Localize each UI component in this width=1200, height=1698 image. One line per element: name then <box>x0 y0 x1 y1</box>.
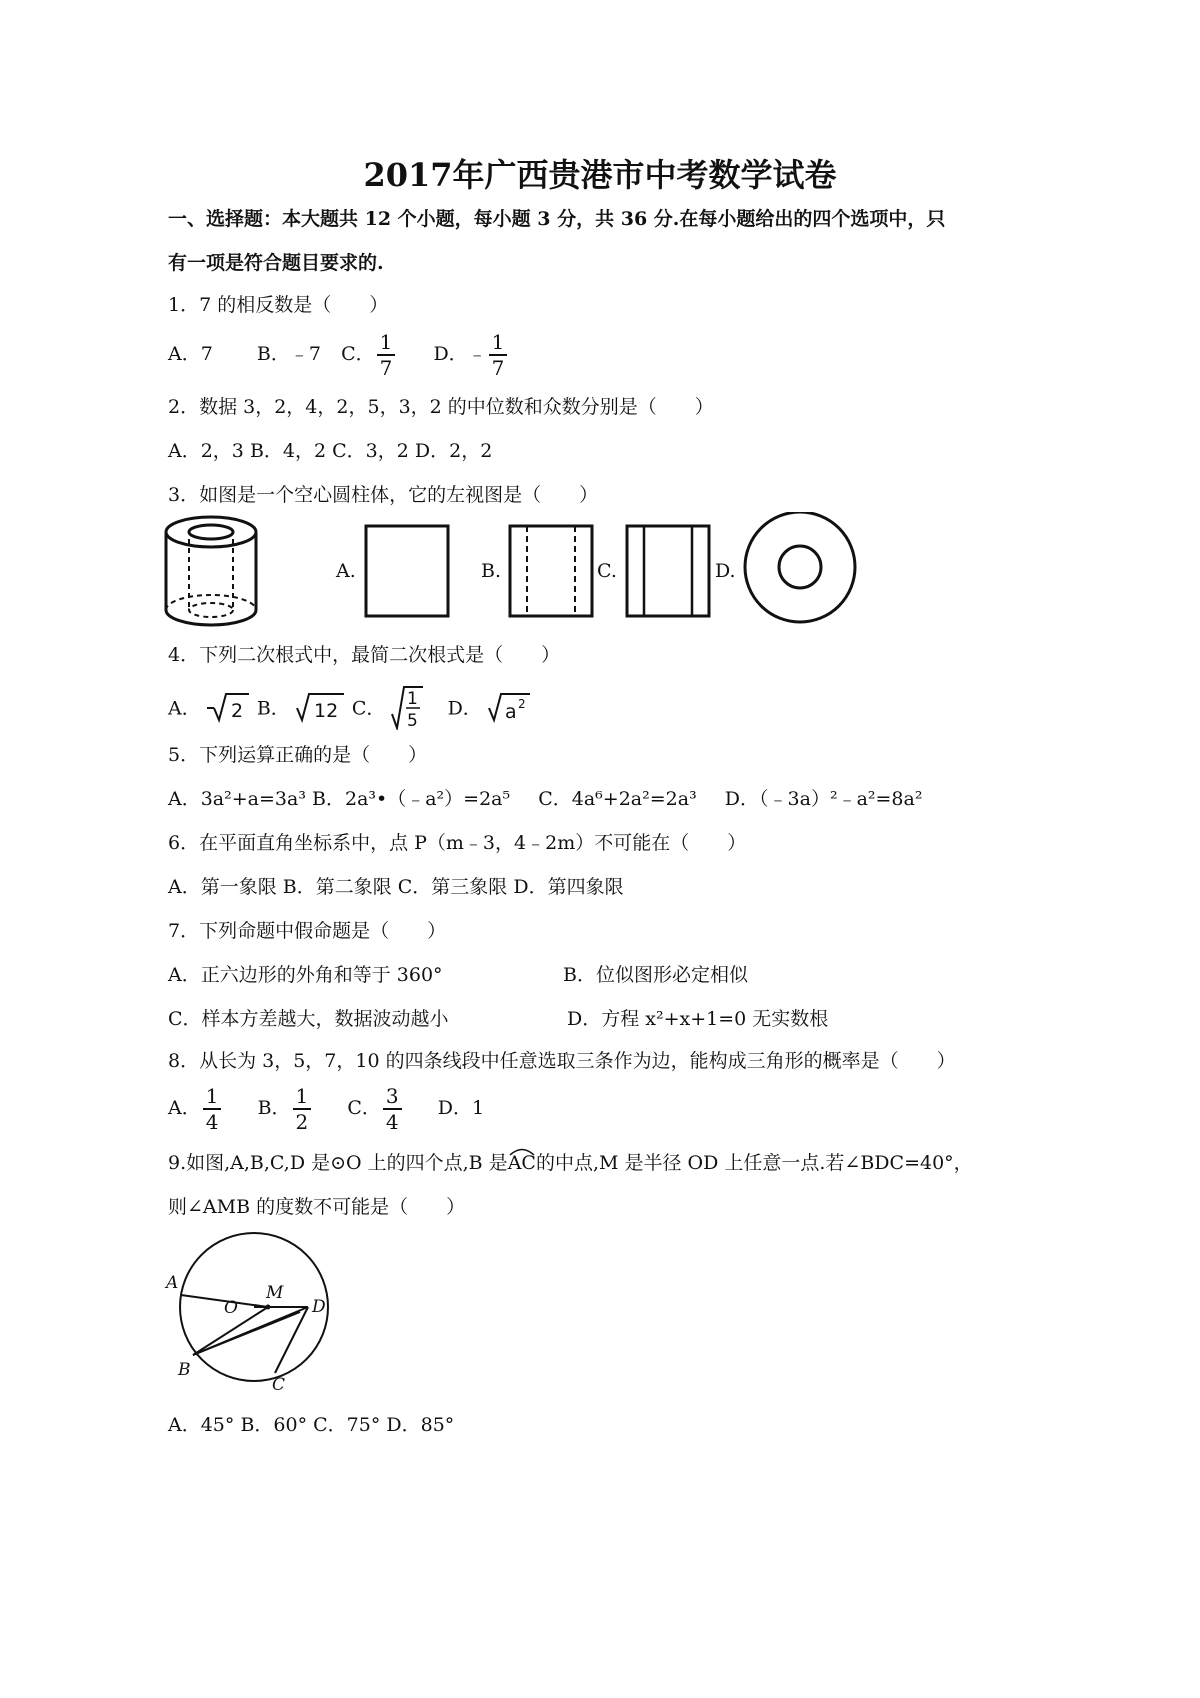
q4-option-d-radical <box>488 690 532 724</box>
q1-option-d-prefix: D．﹣ <box>433 343 487 365</box>
q8-options <box>168 1084 484 1134</box>
hollow-cylinder-figure <box>166 517 256 625</box>
q5-option-a: A．3a²+a=3a³ <box>168 788 306 810</box>
q8-stem: 8．从长为 3，5，7，10 的四条线段中任意选取三条作为边，能构成三角形的概率是（ ） <box>168 1050 956 1072</box>
q3-label-c: C. <box>597 560 617 582</box>
q5-stem: 5．下列运算正确的是（ ） <box>168 744 428 766</box>
q1-option-c-prefix: C． <box>341 343 375 365</box>
q7-stem: 7．下列命题中假命题是（ ） <box>168 920 447 942</box>
section-heading-line2: 有一项是符合题目要求的. <box>168 252 384 274</box>
q8-option-c-fraction: $\frac{3}{4}$ <box>383 1084 402 1134</box>
q1-option-c-fraction: $\frac{1}{7}$ <box>377 330 396 380</box>
q9-arc-label: AC <box>508 1152 536 1174</box>
q2-stem: 2．数据 3，2，4，2，5，3，2 的中位数和众数分别是（ ） <box>168 396 714 418</box>
q3-label-b: B. <box>481 560 502 582</box>
q7-option-b: B．位似图形必定相似 <box>563 964 748 986</box>
point-m-dot <box>266 1305 271 1310</box>
option-c-solid-rect <box>627 526 709 616</box>
q9-circle-figure <box>160 1230 360 1390</box>
q3-figures <box>160 512 870 630</box>
svg-text:2: 2 <box>517 697 526 711</box>
q9-options: A．45° B．60° C．75° D．85° <box>168 1414 455 1436</box>
q3-label-a: A. <box>336 560 356 582</box>
q4-options <box>168 684 532 730</box>
q9-stem-line2: 则∠AMB 的度数不可能是（ ） <box>168 1196 466 1218</box>
q5-option-d: D．（﹣3a）²﹣a²=8a² <box>724 788 923 810</box>
q8-option-b-label: B． <box>257 1097 291 1119</box>
q4-option-b-label: B． <box>256 697 290 720</box>
svg-text:12: 12 <box>313 700 339 722</box>
q8-option-d: D．1 <box>437 1097 485 1119</box>
point-o-label: O <box>224 1298 238 1318</box>
option-d-ring <box>745 512 855 622</box>
q6-options: A．第一象限 B．第二象限 C．第三象限 D．第四象限 <box>168 876 624 898</box>
q7-option-a: A．正六边形的外角和等于 360° <box>168 964 443 986</box>
q9-stem-line1 <box>168 1148 973 1175</box>
svg-text:1: 1 <box>407 689 419 709</box>
q4-option-b-radical <box>296 690 346 724</box>
option-b-dashed-rect <box>510 526 592 616</box>
q2-options: A．2，3 B．4，2 C．3，2 D．2，2 <box>168 440 493 462</box>
q4-option-c-label: C． <box>351 697 386 720</box>
q4-stem: 4．下列二次根式中，最简二次根式是（ ） <box>168 644 561 666</box>
q1-stem: 1．7 的相反数是（ ） <box>168 294 389 316</box>
point-m-label: M <box>266 1283 284 1303</box>
point-a-label: A <box>166 1273 179 1293</box>
q3-label-d: D. <box>715 560 736 582</box>
q5-option-b: B．2a³•（﹣a²）=2a⁵ <box>312 788 511 810</box>
q8-option-b-fraction: $\frac{1}{2}$ <box>293 1084 312 1134</box>
q5-option-c: C．4a⁶+2a²=2a³ <box>538 788 697 810</box>
q9-stem-part1: 9.如图,A,B,C,D 是⊙O 上的四个点,B 是 <box>168 1152 508 1174</box>
svg-text:2: 2 <box>230 700 243 722</box>
svg-text:a: a <box>504 701 517 723</box>
segment-b-near-d <box>193 1312 300 1355</box>
q8-option-a-fraction: $\frac{1}{4}$ <box>203 1084 222 1134</box>
q4-option-a-label: A． <box>168 697 201 720</box>
q1-option-b: B．﹣7 <box>256 343 321 365</box>
q8-option-c-label: C． <box>347 1097 381 1119</box>
point-c-label: C <box>272 1375 286 1390</box>
q1-option-d-fraction: $\frac{1}{7}$ <box>489 330 508 380</box>
point-d-label: D <box>312 1297 326 1317</box>
q9-stem-part2: 的中点,M 是半径 OD 上任意一点.若∠BDC=40°， <box>535 1152 973 1174</box>
q6-stem: 6．在平面直角坐标系中，点 P（m﹣3，4﹣2m）不可能在（ ） <box>168 832 747 854</box>
point-b-label: B <box>178 1360 191 1380</box>
q4-option-d-label: D． <box>447 697 482 720</box>
page-title: 2017年广西贵港市中考数学试卷 <box>363 156 837 194</box>
q1-option-a: A．7 <box>168 343 213 365</box>
arc-symbol-icon <box>508 1146 536 1156</box>
q1-options <box>168 330 509 380</box>
q8-option-a-label: A． <box>168 1097 201 1119</box>
q5-options <box>168 784 922 811</box>
section-heading-line1: 一、选择题：本大题共 12 个小题，每小题 3 分，共 36 分.在每小题给出的四个选项中，只 <box>168 208 946 230</box>
svg-text:5: 5 <box>407 711 419 730</box>
q4-option-c-radical <box>391 684 425 730</box>
q3-stem: 3．如图是一个空心圆柱体，它的左视图是（ ） <box>168 484 599 506</box>
q4-option-a-radical <box>207 690 251 724</box>
q7-option-d: D．方程 x²+x+1=0 无实数根 <box>567 1008 829 1030</box>
option-a-square <box>366 526 448 616</box>
q7-option-c: C．样本方差越大，数据波动越小 <box>168 1008 449 1030</box>
